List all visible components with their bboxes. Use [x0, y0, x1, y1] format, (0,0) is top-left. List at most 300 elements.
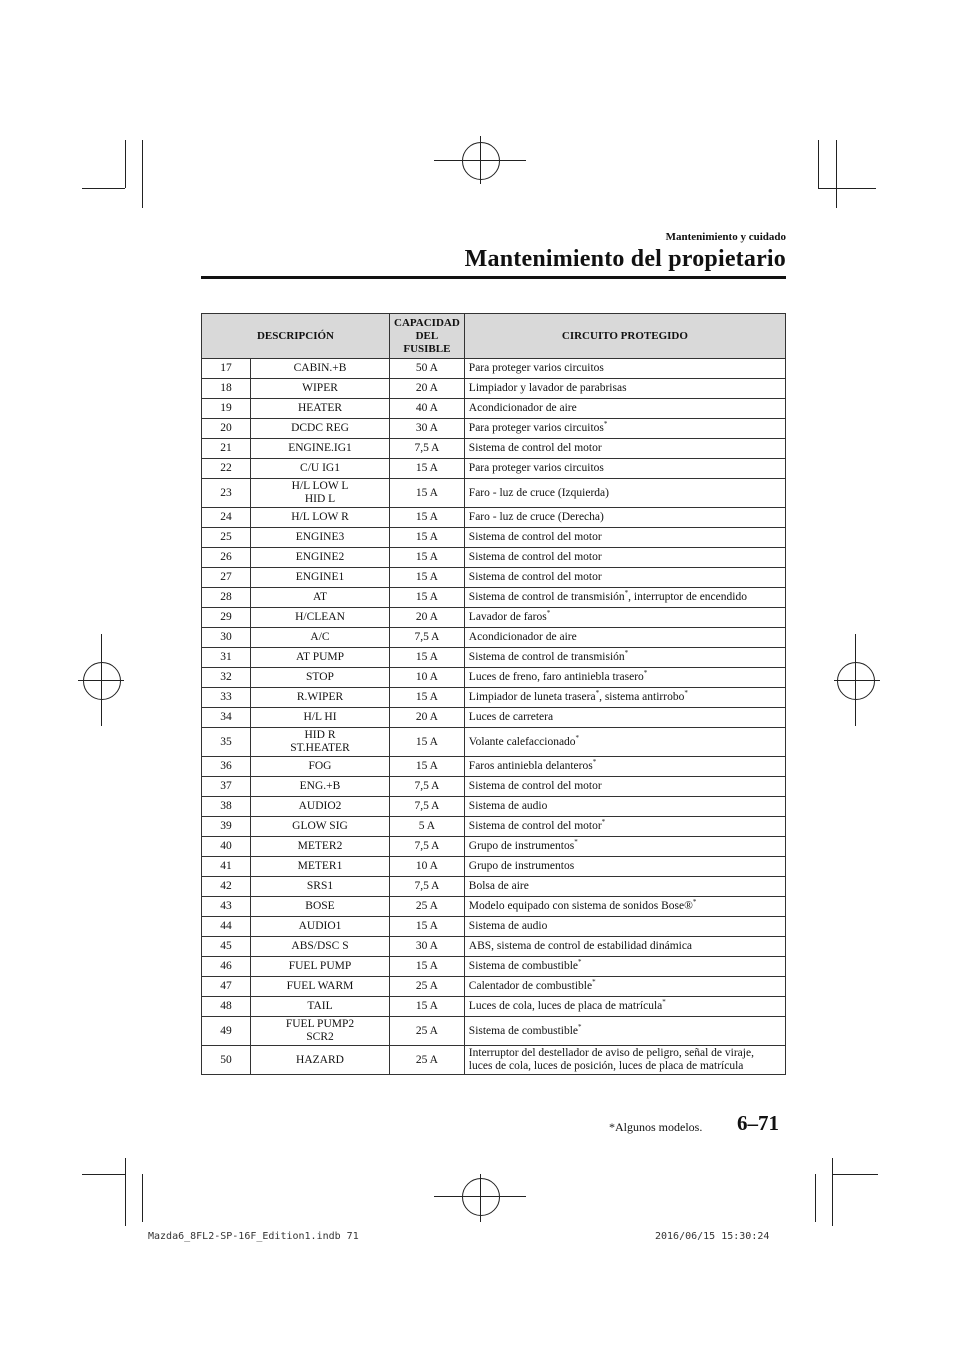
fuse-number-text: 23: [220, 486, 232, 499]
fuse-capacity-text: 25 A: [415, 1053, 438, 1066]
print-file-info: Mazda6_8FL2-SP-16F_Edition1.indb 71: [148, 1231, 359, 1242]
fuse-number: [202, 688, 251, 708]
asterisk-marker: *: [603, 420, 608, 429]
fuse-capacity-text: 15 A: [415, 760, 438, 772]
fuse-capacity: [390, 399, 465, 419]
table-row: [202, 459, 786, 479]
protected-circuit-text: Limpiador y lavador de parabrisas: [468, 382, 627, 394]
fuse-number: [202, 817, 251, 837]
fuse-table-body: [202, 359, 786, 1075]
asterisk-marker: *: [595, 689, 600, 698]
protected-circuit: [464, 688, 785, 708]
table-row: [202, 648, 786, 668]
fuse-number-text: 32: [220, 671, 232, 683]
fuse-number-text: 17: [220, 362, 232, 374]
protected-circuit: [464, 668, 785, 688]
protected-circuit: [464, 857, 785, 877]
fuse-description: [251, 1046, 390, 1075]
fuse-description: [251, 479, 390, 508]
fuse-description-text: FUEL PUMP: [288, 960, 352, 972]
fuse-description: [251, 568, 390, 588]
fuse-capacity-text: 25 A: [415, 980, 438, 992]
fuse-description: [251, 548, 390, 568]
header-capacity: CAPACIDAD DEL FUSIBLE: [390, 314, 465, 359]
fuse-number: [202, 668, 251, 688]
fuse-capacity: [390, 1046, 465, 1075]
fuse-capacity: [390, 897, 465, 917]
fuse-capacity: [390, 668, 465, 688]
protected-circuit-text: Sistema de control del motor: [468, 820, 602, 832]
protected-circuit: [464, 379, 785, 399]
fuse-number-text: 19: [220, 402, 232, 414]
fuse-number: [202, 708, 251, 728]
fuse-number-text: 49: [220, 1024, 232, 1037]
fuse-capacity-text: 15 A: [415, 691, 438, 703]
fuse-number-text: 24: [220, 511, 232, 523]
fuse-description-text: CABIN.+B: [293, 362, 347, 374]
fuse-number-text: 25: [220, 531, 232, 543]
fuse-description: [251, 628, 390, 648]
fuse-description-text: ENGINE.IG1: [288, 442, 352, 454]
fuse-description: [251, 419, 390, 439]
protected-circuit-text: Acondicionador de aire: [468, 631, 577, 643]
fuse-number: [202, 399, 251, 419]
fuse-number: [202, 757, 251, 777]
table-row: [202, 568, 786, 588]
fuse-description-text: ST.HEATER: [290, 742, 350, 754]
protected-circuit-text: Sistema de audio: [468, 800, 548, 812]
protected-circuit: [464, 439, 785, 459]
fuse-description-text: FUEL WARM: [286, 980, 354, 992]
table-row: [202, 1046, 786, 1075]
fuse-description: [251, 508, 390, 528]
fuse-description-text: STOP: [306, 671, 334, 683]
fuse-description-text: AUDIO1: [298, 920, 342, 932]
protected-circuit: [464, 757, 785, 777]
header-description: DESCRIPCIÓN: [202, 314, 390, 359]
fuse-capacity-text: 20 A: [415, 611, 438, 623]
protected-circuit-text: , interruptor de encendido: [628, 591, 747, 603]
fuse-number-text: 37: [220, 780, 232, 792]
header-rule: [201, 276, 786, 279]
protected-circuit-text: Sistema de control del motor: [468, 442, 602, 454]
table-row: [202, 777, 786, 797]
fuse-description-text: ENGINE2: [295, 551, 345, 563]
fuse-description-text: FOG: [308, 760, 332, 772]
fuse-capacity-text: 15 A: [415, 1000, 438, 1012]
fuse-description-text: FUEL PUMP2: [285, 1018, 355, 1030]
fuse-capacity: [390, 548, 465, 568]
table-row: [202, 708, 786, 728]
fuse-capacity-text: 20 A: [415, 711, 438, 723]
fuse-capacity: [390, 648, 465, 668]
protected-circuit-text: Para proteger varios circuitos: [468, 422, 604, 434]
fuse-number: [202, 548, 251, 568]
table-row: [202, 359, 786, 379]
protected-circuit: [464, 797, 785, 817]
fuse-description: [251, 708, 390, 728]
table-row: [202, 797, 786, 817]
fuse-description: [251, 588, 390, 608]
fuse-description: [251, 439, 390, 459]
fuse-description: [251, 977, 390, 997]
protected-circuit-text: Para proteger varios circuitos: [468, 362, 604, 374]
protected-circuit: [464, 957, 785, 977]
fuse-capacity: [390, 797, 465, 817]
fuse-capacity: [390, 528, 465, 548]
fuse-capacity: [390, 997, 465, 1017]
fuse-description-text: BOSE: [305, 900, 335, 912]
fuse-capacity: [390, 508, 465, 528]
protected-circuit-text: Sistema de control del motor: [468, 571, 602, 583]
protected-circuit-text: luces de cola, luces de posición, luces de placa de matrícula: [468, 1060, 744, 1072]
table-row: [202, 479, 786, 508]
fuse-capacity: [390, 757, 465, 777]
fuse-description: [251, 857, 390, 877]
table-row: [202, 399, 786, 419]
asterisk-marker: *: [546, 609, 551, 618]
fuse-number-text: 33: [220, 691, 232, 703]
fuse-capacity: [390, 379, 465, 399]
fuse-number: [202, 568, 251, 588]
fuse-capacity-text: 15 A: [415, 591, 438, 603]
fuse-description: [251, 997, 390, 1017]
fuse-capacity: [390, 857, 465, 877]
fuse-description: [251, 777, 390, 797]
fuse-number: [202, 1017, 251, 1046]
fuse-description-text: HID L: [304, 493, 336, 505]
fuse-number-text: 28: [220, 591, 232, 603]
asterisk-marker: *: [578, 1022, 582, 1031]
fuse-number: [202, 857, 251, 877]
table-row: [202, 608, 786, 628]
asterisk-marker: *: [575, 733, 580, 742]
fuse-number: [202, 797, 251, 817]
table-row: [202, 877, 786, 897]
fuse-number: [202, 777, 251, 797]
protected-circuit: [464, 568, 785, 588]
table-row: [202, 977, 786, 997]
fuse-number-text: 30: [220, 631, 232, 643]
fuse-number-text: 38: [220, 800, 232, 812]
protected-circuit-text: Para proteger varios circuitos: [468, 462, 604, 474]
fuse-description-text: ABS/DSC S: [291, 940, 349, 952]
fuse-description-text: A/C: [310, 631, 330, 643]
protected-circuit-text: Calentador de combustible: [468, 980, 593, 992]
fuse-description-text: H/L HI: [303, 711, 337, 723]
header-circuit: CIRCUITO PROTEGIDO: [464, 314, 785, 359]
fuse-description: [251, 668, 390, 688]
table-row: [202, 439, 786, 459]
fuse-number-text: 21: [220, 442, 232, 454]
table-row: [202, 548, 786, 568]
fuse-capacity-text: 15 A: [415, 960, 438, 972]
fuse-description-text: H/L LOW R: [291, 511, 349, 523]
fuse-number-text: 43: [220, 900, 232, 912]
table-row: [202, 917, 786, 937]
fuse-capacity: [390, 877, 465, 897]
fuse-number-text: 42: [220, 880, 232, 892]
fuse-number-text: 47: [220, 980, 232, 992]
fuse-number: [202, 628, 251, 648]
fuse-number: [202, 1046, 251, 1075]
fuse-capacity-text: 7,5 A: [414, 840, 440, 852]
protected-circuit-text: ABS, sistema de control de estabilidad dinámica: [468, 940, 693, 952]
asterisk-marker: *: [574, 838, 578, 847]
fuse-description-text: DCDC REG: [291, 422, 349, 434]
fuse-number-text: 45: [220, 940, 232, 952]
table-row: [202, 588, 786, 608]
table-row: [202, 379, 786, 399]
fuse-capacity-text: 15 A: [415, 462, 438, 474]
fuse-description-text: TAIL: [307, 1000, 333, 1012]
table-row: [202, 817, 786, 837]
fuse-number: [202, 877, 251, 897]
asterisk-marker: *: [662, 998, 666, 1007]
fuse-number-text: 39: [220, 820, 232, 832]
table-row: [202, 897, 786, 917]
fuse-number-text: 48: [220, 1000, 232, 1012]
fuse-capacity-text: 7,5 A: [414, 442, 440, 454]
page-number: 6–71: [737, 1111, 779, 1135]
fuse-description-text: AUDIO2: [298, 800, 342, 812]
fuse-capacity-text: 25 A: [415, 1024, 438, 1037]
fuse-capacity: [390, 588, 465, 608]
asterisk-marker: *: [692, 898, 697, 907]
protected-circuit-text: Faro - luz de cruce (Izquierda): [468, 486, 609, 499]
protected-circuit: [464, 459, 785, 479]
fuse-table: [201, 313, 786, 1075]
fuse-number: [202, 359, 251, 379]
fuse-capacity-text: 15 A: [415, 531, 438, 543]
table-header-row: [202, 314, 786, 359]
fuse-capacity: [390, 459, 465, 479]
asterisk-marker: *: [624, 649, 629, 658]
fuse-number: [202, 897, 251, 917]
fuse-number-text: 18: [220, 382, 232, 394]
fuse-number-text: 36: [220, 760, 232, 772]
fuse-description-text: H/L LOW L: [291, 480, 349, 492]
fuse-number-text: 35: [220, 735, 232, 748]
fuse-number: [202, 837, 251, 857]
fuse-number: [202, 648, 251, 668]
protected-circuit-text: Grupo de instrumentos: [468, 860, 575, 872]
fuse-capacity-text: 7,5 A: [414, 880, 440, 892]
fuse-description-text: HEATER: [297, 402, 343, 414]
print-timestamp: 2016/06/15 15:30:24: [655, 1231, 770, 1242]
protected-circuit: [464, 997, 785, 1017]
fuse-description: [251, 897, 390, 917]
fuse-description: [251, 379, 390, 399]
protected-circuit: [464, 479, 785, 508]
fuse-capacity: [390, 817, 465, 837]
fuse-capacity-text: 7,5 A: [414, 631, 440, 643]
fuse-description: [251, 648, 390, 668]
fuse-description: [251, 817, 390, 837]
asterisk-marker: *: [592, 758, 597, 767]
protected-circuit-text: Sistema de control del motor: [468, 780, 602, 792]
asterisk-marker: *: [592, 978, 596, 987]
fuse-capacity-text: 15 A: [415, 920, 438, 932]
protected-circuit: [464, 1017, 785, 1046]
fuse-capacity: [390, 728, 465, 757]
fuse-description: [251, 359, 390, 379]
protected-circuit: [464, 399, 785, 419]
fuse-number-text: 34: [220, 711, 232, 723]
fuse-capacity: [390, 837, 465, 857]
fuse-capacity: [390, 439, 465, 459]
table-row: [202, 728, 786, 757]
table-row: [202, 508, 786, 528]
protected-circuit-text: Sistema de combustible: [468, 960, 579, 972]
asterisk-marker: *: [624, 589, 629, 598]
protected-circuit-text: Acondicionador de aire: [468, 402, 577, 414]
protected-circuit: [464, 897, 785, 917]
fuse-description: [251, 757, 390, 777]
fuse-description-text: H/CLEAN: [295, 611, 345, 623]
fuse-number-text: 50: [220, 1053, 232, 1066]
protected-circuit: [464, 877, 785, 897]
protected-circuit: [464, 728, 785, 757]
table-row: [202, 937, 786, 957]
fuse-number: [202, 588, 251, 608]
fuse-capacity-text: 5 A: [418, 820, 436, 832]
fuse-description-text: WIPER: [302, 382, 338, 394]
fuse-capacity: [390, 628, 465, 648]
section-label: Mantenimiento y cuidado: [665, 231, 786, 243]
fuse-number: [202, 419, 251, 439]
fuse-capacity-text: 10 A: [415, 860, 438, 872]
fuse-number: [202, 917, 251, 937]
table-row: [202, 857, 786, 877]
fuse-capacity: [390, 688, 465, 708]
fuse-number-text: 46: [220, 960, 232, 972]
fuse-number: [202, 728, 251, 757]
protected-circuit-text: Sistema de control de transmisión: [468, 591, 625, 603]
fuse-number: [202, 439, 251, 459]
protected-circuit-text: Sistema de combustible: [468, 1024, 579, 1037]
fuse-capacity-text: 10 A: [415, 671, 438, 683]
fuse-capacity-text: 7,5 A: [414, 800, 440, 812]
fuse-capacity: [390, 479, 465, 508]
protected-circuit-text: Modelo equipado con sistema de sonidos Bose®: [468, 900, 693, 912]
protected-circuit: [464, 359, 785, 379]
fuse-capacity: [390, 359, 465, 379]
protected-circuit-text: , sistema antirrobo: [599, 691, 685, 703]
table-row: [202, 688, 786, 708]
protected-circuit: [464, 528, 785, 548]
protected-circuit: [464, 937, 785, 957]
fuse-description: [251, 459, 390, 479]
protected-circuit-text: Luces de freno, faro antiniebla trasero: [468, 671, 644, 683]
asterisk-marker: *: [643, 669, 648, 678]
protected-circuit-text: Faro - luz de cruce (Derecha): [468, 511, 604, 523]
fuse-description-text: GLOW SIG: [292, 820, 348, 832]
fuse-number: [202, 977, 251, 997]
fuse-description: [251, 797, 390, 817]
table-row: [202, 419, 786, 439]
fuse-description-text: AT PUMP: [295, 651, 345, 663]
fuse-number: [202, 937, 251, 957]
protected-circuit-text: Sistema de control de transmisión: [468, 651, 625, 663]
fuse-capacity-text: 50 A: [415, 362, 438, 374]
fuse-number: [202, 608, 251, 628]
asterisk-marker: *: [601, 818, 606, 827]
fuse-capacity-text: 40 A: [415, 402, 438, 414]
fuse-capacity-text: 15 A: [415, 511, 438, 523]
fuse-capacity-text: 20 A: [415, 382, 438, 394]
asterisk-marker: *: [684, 689, 688, 698]
protected-circuit: [464, 977, 785, 997]
fuse-description-text: C/U IG1: [300, 462, 340, 474]
table-row: [202, 628, 786, 648]
fuse-description-text: ENGINE1: [295, 571, 345, 583]
fuse-capacity: [390, 777, 465, 797]
protected-circuit-text: Bolsa de aire: [468, 880, 529, 892]
protected-circuit: [464, 508, 785, 528]
fuse-number-text: 27: [220, 571, 232, 583]
fuse-capacity-text: 15 A: [415, 486, 438, 499]
fuse-capacity: [390, 568, 465, 588]
table-row: [202, 957, 786, 977]
table-row: [202, 997, 786, 1017]
fuse-description-text: AT: [312, 591, 328, 603]
fuse-description-text: METER2: [297, 840, 343, 852]
fuse-number-text: 41: [220, 860, 232, 872]
protected-circuit: [464, 1046, 785, 1075]
fuse-number-text: 29: [220, 611, 232, 623]
protected-circuit: [464, 648, 785, 668]
fuse-capacity: [390, 937, 465, 957]
fuse-number: [202, 379, 251, 399]
protected-circuit-text: Sistema de control del motor: [468, 531, 602, 543]
fuse-number-text: 44: [220, 920, 232, 932]
fuse-description: [251, 837, 390, 857]
fuse-capacity-text: 15 A: [415, 651, 438, 663]
fuse-number: [202, 459, 251, 479]
fuse-capacity: [390, 957, 465, 977]
fuse-number: [202, 997, 251, 1017]
fuse-description: [251, 399, 390, 419]
protected-circuit-text: Lavador de faros: [468, 611, 547, 623]
table-row: [202, 757, 786, 777]
fuse-number-text: 20: [220, 422, 232, 434]
fuse-description-text: SCR2: [306, 1031, 334, 1043]
table-row: [202, 837, 786, 857]
fuse-number-text: 22: [220, 462, 232, 474]
table-row: [202, 528, 786, 548]
fuse-number-text: 31: [220, 651, 232, 663]
table-row: [202, 1017, 786, 1046]
protected-circuit-text: Luces de cola, luces de placa de matrícula: [468, 1000, 663, 1012]
fuse-capacity: [390, 977, 465, 997]
footnote: *Algunos modelos.: [609, 1120, 703, 1134]
protected-circuit: [464, 777, 785, 797]
fuse-capacity: [390, 917, 465, 937]
fuse-capacity: [390, 608, 465, 628]
protected-circuit: [464, 548, 785, 568]
protected-circuit-text: Limpiador de luneta trasera: [468, 691, 596, 703]
protected-circuit-text: Luces de carretera: [468, 711, 554, 723]
fuse-description-text: HID R: [304, 729, 336, 741]
fuse-description: [251, 608, 390, 628]
fuse-capacity: [390, 419, 465, 439]
fuse-capacity: [390, 708, 465, 728]
protected-circuit: [464, 917, 785, 937]
protected-circuit: [464, 588, 785, 608]
fuse-number: [202, 508, 251, 528]
fuse-description: [251, 688, 390, 708]
